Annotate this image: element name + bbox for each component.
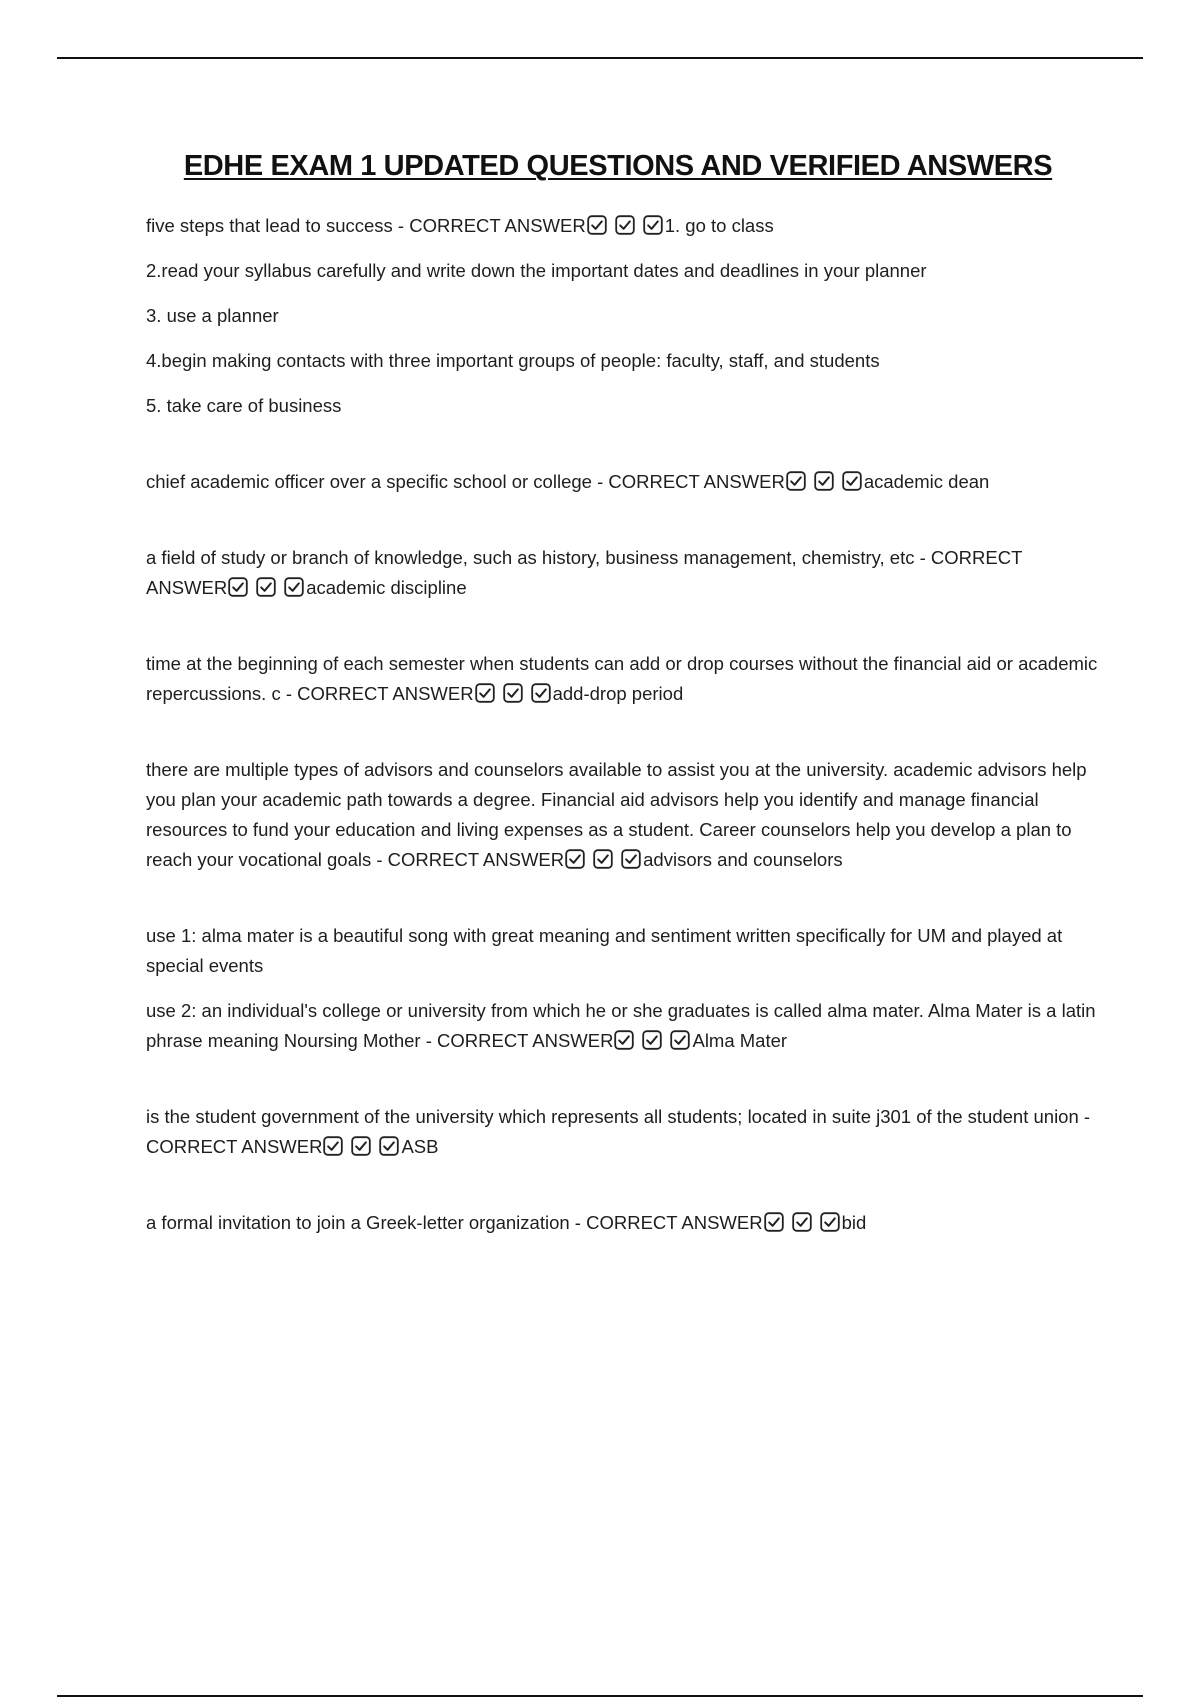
- checkbox-checked-icon: [565, 849, 585, 869]
- answer-label: CORRECT ANSWER: [146, 547, 1023, 598]
- qa-entry: [146, 921, 1106, 1056]
- checkbox-checked-icon: [587, 215, 607, 235]
- question-text: a formal invitation to join a Greek-letter organization -: [146, 1212, 587, 1233]
- qa-entry: [146, 1208, 1106, 1238]
- checkbox-checked-icon: [593, 849, 613, 869]
- answer-text: Alma Mater: [692, 1030, 788, 1051]
- qa-line: [146, 649, 1106, 709]
- qa-entry: [146, 467, 1106, 497]
- checkbox-checked-icon: [284, 577, 304, 597]
- checkbox-checked-icon: [842, 471, 862, 491]
- answer-label: CORRECT ANSWER: [608, 471, 785, 492]
- answer-text: 1. go to class: [664, 215, 774, 236]
- answer-text: bid: [841, 1212, 867, 1233]
- check-group: [587, 215, 663, 235]
- qa-list: [146, 211, 1106, 1253]
- checkbox-checked-icon: [531, 683, 551, 703]
- checkbox-checked-icon: [351, 1136, 371, 1156]
- qa-entry: [146, 755, 1106, 875]
- answer-label: CORRECT ANSWER: [297, 683, 474, 704]
- answer-continuation: 5. take care of business: [146, 395, 342, 416]
- qa-entry: [146, 649, 1106, 709]
- checkbox-checked-icon: [621, 849, 641, 869]
- qa-entry: [146, 1102, 1106, 1162]
- qa-line: [146, 996, 1106, 1056]
- checkbox-checked-icon: [642, 1030, 662, 1050]
- check-group: [565, 849, 641, 869]
- answer-label: CORRECT ANSWER: [146, 1136, 323, 1157]
- bottom-rule: [57, 1695, 1143, 1697]
- question-text: a field of study or branch of knowledge, such as history, business management, chemistry, etc -: [146, 547, 931, 568]
- check-group: [323, 1136, 399, 1156]
- qa-line: [146, 467, 1106, 497]
- answer-text: academic dean: [863, 471, 990, 492]
- answer-continuation: 4.begin making contacts with three important groups of people: faculty, staff, and students: [146, 350, 880, 371]
- answer-label: CORRECT ANSWER: [586, 1212, 763, 1233]
- qa-line: [146, 755, 1106, 875]
- checkbox-checked-icon: [323, 1136, 343, 1156]
- answer-text: ASB: [401, 1136, 439, 1157]
- question-text: five steps that lead to success -: [146, 215, 410, 236]
- checkbox-checked-icon: [764, 1212, 784, 1232]
- checkbox-checked-icon: [814, 471, 834, 491]
- top-rule: [57, 57, 1143, 59]
- checkbox-checked-icon: [643, 215, 663, 235]
- checkbox-checked-icon: [615, 215, 635, 235]
- question-text: chief academic officer over a specific school or college -: [146, 471, 609, 492]
- checkbox-checked-icon: [503, 683, 523, 703]
- answer-label: CORRECT ANSWER: [437, 1030, 614, 1051]
- checkbox-checked-icon: [792, 1212, 812, 1232]
- checkbox-checked-icon: [614, 1030, 634, 1050]
- answer-continuation: 2.read your syllabus carefully and write down the important dates and deadlines in your planner: [146, 260, 927, 281]
- question-preface: use 1: alma mater is a beautiful song with great meaning and sentiment written specifically for UM and played at special events: [146, 925, 1063, 976]
- qa-line: [146, 1102, 1106, 1162]
- qa-line: [146, 211, 1106, 241]
- answer-text: academic discipline: [306, 577, 467, 598]
- check-group: [764, 1212, 840, 1232]
- answer-label: CORRECT ANSWER: [409, 215, 586, 236]
- question-text: there are multiple types of advisors and counselors available to assist you at the university. academic advisors help you plan your academic path towards a degree. Financial aid advisors help you identify and manage financial resources to fund your education and living expenses as a student. Career counselors help you develop a plan to reach your vocational goals -: [146, 759, 1087, 870]
- question-text: is the student government of the university which represents all students; located in suite j301 of the student union -: [146, 1106, 1091, 1127]
- checkbox-checked-icon: [228, 577, 248, 597]
- checkbox-checked-icon: [670, 1030, 690, 1050]
- check-group: [475, 683, 551, 703]
- answer-text: add-drop period: [552, 683, 684, 704]
- check-group: [786, 471, 862, 491]
- qa-line: [146, 1208, 1106, 1238]
- qa-line: [146, 543, 1106, 603]
- question-text: time at the beginning of each semester when students can add or drop courses without the financial aid or academic repercussions. c -: [146, 653, 1098, 704]
- checkbox-checked-icon: [379, 1136, 399, 1156]
- qa-entry: [146, 543, 1106, 603]
- answer-label: CORRECT ANSWER: [387, 849, 565, 870]
- checkbox-checked-icon: [475, 683, 495, 703]
- checkbox-checked-icon: [786, 471, 806, 491]
- checkbox-checked-icon: [256, 577, 276, 597]
- answer-text: advisors and counselors: [643, 849, 843, 870]
- document-title: EDHE EXAM 1 UPDATED QUESTIONS AND VERIFIED ANSWERS: [183, 150, 1053, 182]
- question-text: use 2: an individual's college or university from which he or she graduates is called alma mater. Alma Mater is a latin phrase meaning Noursing Mother -: [146, 1000, 1096, 1051]
- check-group: [228, 577, 304, 597]
- qa-entry: [146, 211, 1106, 421]
- answer-continuation: 3. use a planner: [146, 305, 279, 326]
- checkbox-checked-icon: [820, 1212, 840, 1232]
- check-group: [614, 1030, 690, 1050]
